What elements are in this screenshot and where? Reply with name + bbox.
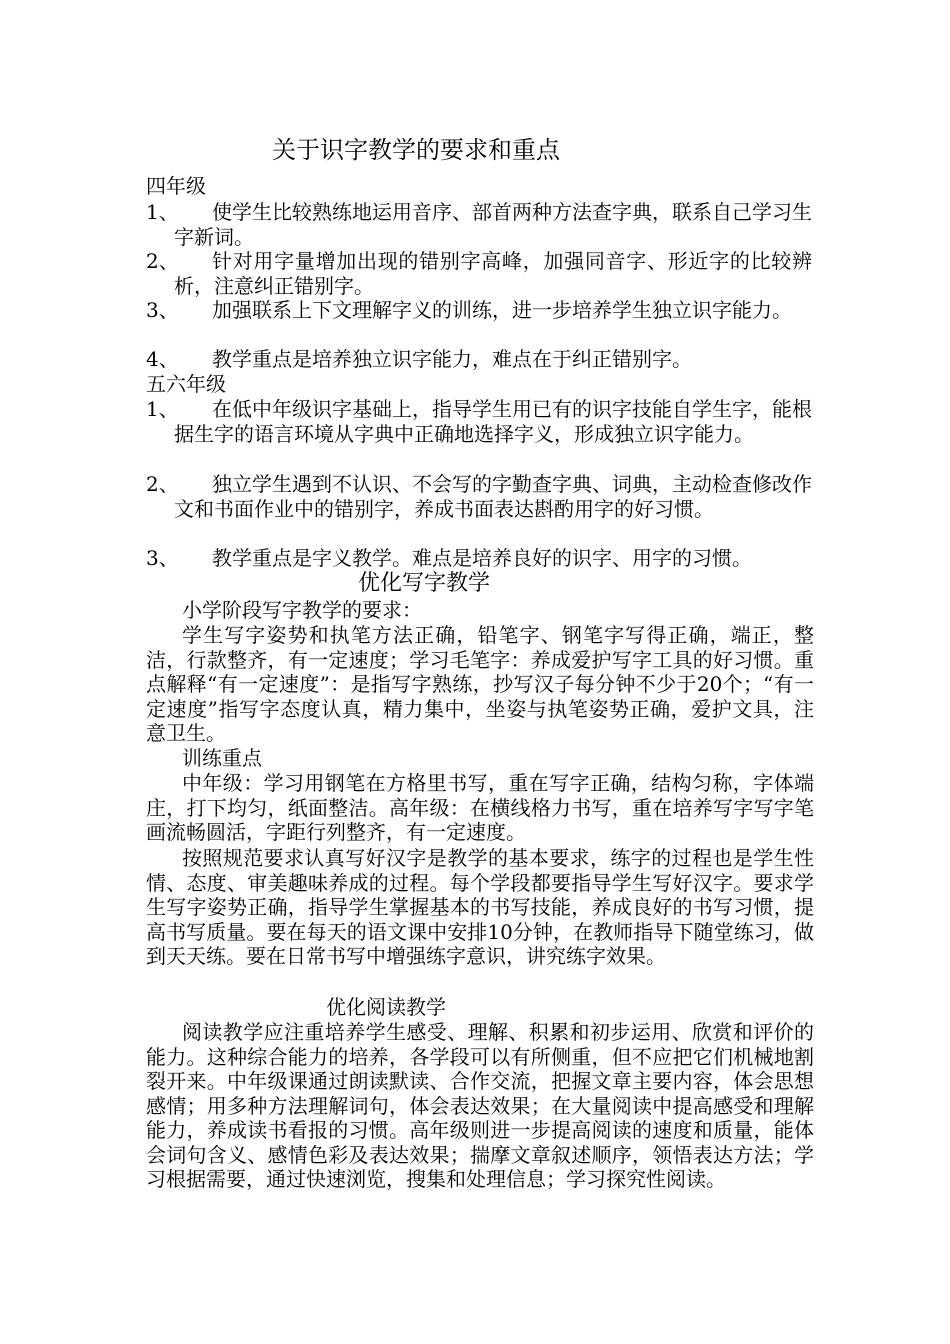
item-text: 独立学生遇到不认识、不会写的字勤查字典、词典，主动检查修改作文和书面作业中的错别字，养成书面表达斟酌用字的好习惯。 <box>174 472 812 521</box>
writing-section-title: 优化写字教学 <box>358 571 491 596</box>
writing-requirement-label: 小学阶段写字教学的要求： <box>182 598 422 622</box>
reading-section-title: 优化阅读教学 <box>326 995 446 1019</box>
document-title: 关于识字教学的要求和重点 <box>272 136 560 164</box>
item-text: 使学生比较熟练地运用音序、部首两种方法查字典，联系自己学习生字新词。 <box>174 200 812 249</box>
grade4-item-3 <box>146 298 812 323</box>
item-text: 教学重点是字义教学。难点是培养良好的识字、用字的习惯。 <box>212 546 752 570</box>
item-text: 针对用字量增加出现的错别字高峰，加强同音字、形近字的比较辨析，注意纠正错别字。 <box>174 249 812 298</box>
grade56-heading: 五六年级 <box>146 372 226 396</box>
grade4-heading: 四年级 <box>146 174 206 198</box>
item-number: 1、 <box>146 200 179 224</box>
grade56-item-2 <box>146 472 812 521</box>
reading-paragraph: 阅读教学应注重培养学生感受、理解、积累和初步运用、欣赏和评价的能力。这种综合能力的培养，各学段可以有所侧重，但不应把它们机械地割裂开来。中年级课通过朗读默读、合作交流，把握文章主要内容，体会思想感情；用多种方法理解词句，体会表达效果；在大量阅读中提高感受和理解能力，养成读书看报的习惯。高年级则进一步提高阅读的速度和质量，能体会词句含义、感情色彩及表达效果；揣摩文章叙述顺序，领悟表达方法；学习根据需要，通过快速浏览，搜集和处理信息；学习探究性阅读。 <box>146 1020 814 1191</box>
item-text: 加强联系上下文理解字义的训练，进一步培养学生独立识字能力。 <box>212 298 792 322</box>
item-number: 4、 <box>146 347 179 371</box>
item-number: 2、 <box>146 249 179 273</box>
training-label: 训练重点 <box>182 746 262 770</box>
grade4-item-2 <box>146 249 812 298</box>
grade4-item-4 <box>146 347 812 372</box>
item-number: 3、 <box>146 298 179 322</box>
item-number: 1、 <box>146 397 179 421</box>
item-number: 3、 <box>146 546 179 570</box>
grade56-item-1 <box>146 397 812 446</box>
item-text: 教学重点是培养独立识字能力，难点在于纠正错别字。 <box>212 347 692 371</box>
training-paragraph: 中年级：学习用钢笔在方格里书写，重在写字正确，结构匀称，字体端庄，打下均匀，纸面整洁。高年级：在横线格力书写，重在培养写字写字笔画流畅圆活，字距行列整齐，有一定速度。 <box>146 771 814 844</box>
norms-paragraph: 按照规范要求认真写好汉字是教学的基本要求，练字的过程也是学生性情、态度、审美趣味养成的过程。每个学段都要指导学生写好汉字。要求学生写字姿势正确，指导学生掌握基本的书写技能，养成良好的书写习惯，提高书写质量。要在每天的语文课中安排10分钟，在教师指导下随堂练习，做到天天练。要在日常书写中增强练字意识，讲究练字效果。 <box>146 846 814 968</box>
item-number: 2、 <box>146 472 179 496</box>
grade4-item-1 <box>146 200 812 249</box>
grade56-item-3 <box>146 546 812 571</box>
item-text: 在低中年级识字基础上，指导学生用已有的识字技能自学生字，能根据生字的语言环境从字典中正确地选择字义，形成独立识字能力。 <box>174 397 812 446</box>
writing-requirement-paragraph: 学生写字姿势和执笔方法正确，铅笔字、钢笔字写得正确，端正，整洁，行款整齐，有一定速度；学习毛笔字：养成爱护写字工具的好习惯。重点解释“有一定速度”：是指写字熟练，抄写汉子每分钟不少于20个；“有一定速度”指写字态度认真，精力集中，坐姿与执笔姿势正确，爱护文具，注意卫生。 <box>146 623 814 745</box>
